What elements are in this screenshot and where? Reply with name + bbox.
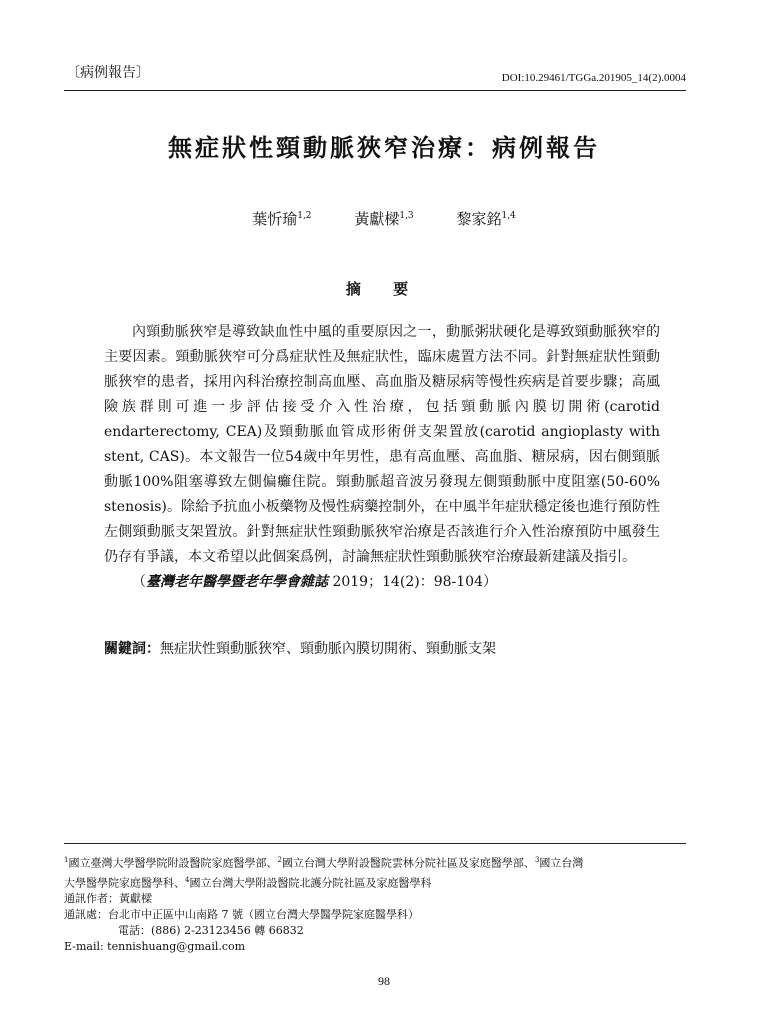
abstract-heading: 摘 要 bbox=[345, 281, 423, 298]
keywords-label: 關鍵詞： bbox=[104, 640, 160, 656]
email: E-mail: tennishuang@gmail.com bbox=[64, 940, 246, 954]
phone: 電話：(886) 2-23123456 轉 66832 bbox=[118, 924, 304, 938]
author-name: 葉忻瑜 bbox=[252, 210, 298, 228]
article-title: 無症狀性頸動脈狹窄治療：病例報告 bbox=[168, 133, 600, 162]
author-name: 黎家銘 bbox=[456, 210, 502, 228]
citation-journal: 臺灣老年醫學暨老年學會雜誌 bbox=[146, 574, 328, 590]
footnotes bbox=[64, 852, 686, 955]
author bbox=[456, 210, 515, 228]
keywords bbox=[104, 638, 684, 658]
header-rule bbox=[64, 90, 686, 91]
affiliation-line: $^1$國立臺灣大學醫學院附設醫院家庭醫學部、$^2$國立台灣大學附設醫院雲林分院社區及家庭醫學部、$^3$國立台灣 bbox=[64, 856, 584, 870]
footnote-rule bbox=[64, 843, 686, 844]
citation-details: 2019；14(2)：98-104） bbox=[328, 574, 497, 590]
citation: （臺灣老年醫學暨老年學會雜誌 2019；14(2)：98-104） bbox=[132, 574, 497, 590]
keywords-text: 無症狀性頸動脈狹窄、頸動脈內膜切開術、頸動脈支架 bbox=[160, 641, 496, 657]
author bbox=[354, 210, 413, 228]
author-affiliation: 1,2 bbox=[297, 211, 312, 221]
author bbox=[252, 210, 311, 228]
affiliation-line: 大學醫學院家庭醫學科、$^4$國立台灣大學附設醫院北護分院社區及家庭醫學科 bbox=[64, 875, 432, 890]
author-affiliation: 1,4 bbox=[501, 211, 516, 221]
corresponding-author: 通訊作者：黃獻樑 bbox=[64, 892, 152, 906]
author-name: 黃獻樑 bbox=[354, 210, 400, 228]
abstract bbox=[104, 320, 660, 595]
author-list bbox=[0, 208, 768, 229]
correspondence-address: 通訊處：台北市中正區中山南路 7 號（國立台灣大學醫學院家庭醫學科） bbox=[64, 908, 419, 922]
article-category: 〔病例報告〕 bbox=[66, 65, 150, 81]
author-affiliation: 1,3 bbox=[399, 211, 414, 221]
abstract-body: 內頸動脈狹窄是導致缺血性中風的重要原因之一，動脈粥狀硬化是導致頸動脈狹窄的主要因素。頸動脈狹窄可分爲症狀性及無症狀性，臨床處置方法不同。針對無症狀性頸動脈狹窄的患者，採用內科治療控制高血壓、高血脂及糖尿病等慢性疾病是首要步驟；高風險族群則可進一步評估接受介入性治療，包括頸動脈內膜切開術(carotid endarterectomy, CEA)及頸動脈血管成形術併支架置放(carotid angioplasty with stent, CAS)。本文報告一位54歲中年男性，患有高血壓、高血脂、糖尿病，因右側頸脈動脈100%阻塞導致左側偏癱住院。頸動脈超音波另發現左側頸動脈中度阻塞(50-60% stenosis)。除給予抗血小板藥物及慢性病藥控制外，在中風半年症狀穩定後也進行預防性左側頸動脈支架置放。針對無症狀性頸動脈狹窄治療是否該進行介入性治療預防中風發生仍存有爭議，本文希望以此個案爲例，討論無症狀性頸動脈狹窄治療最新建議及指引。 bbox=[104, 324, 660, 565]
doi-text: DOI:10.29461/TGGa.201905_14(2).0004 bbox=[501, 72, 686, 84]
page-number: 98 bbox=[378, 974, 390, 988]
